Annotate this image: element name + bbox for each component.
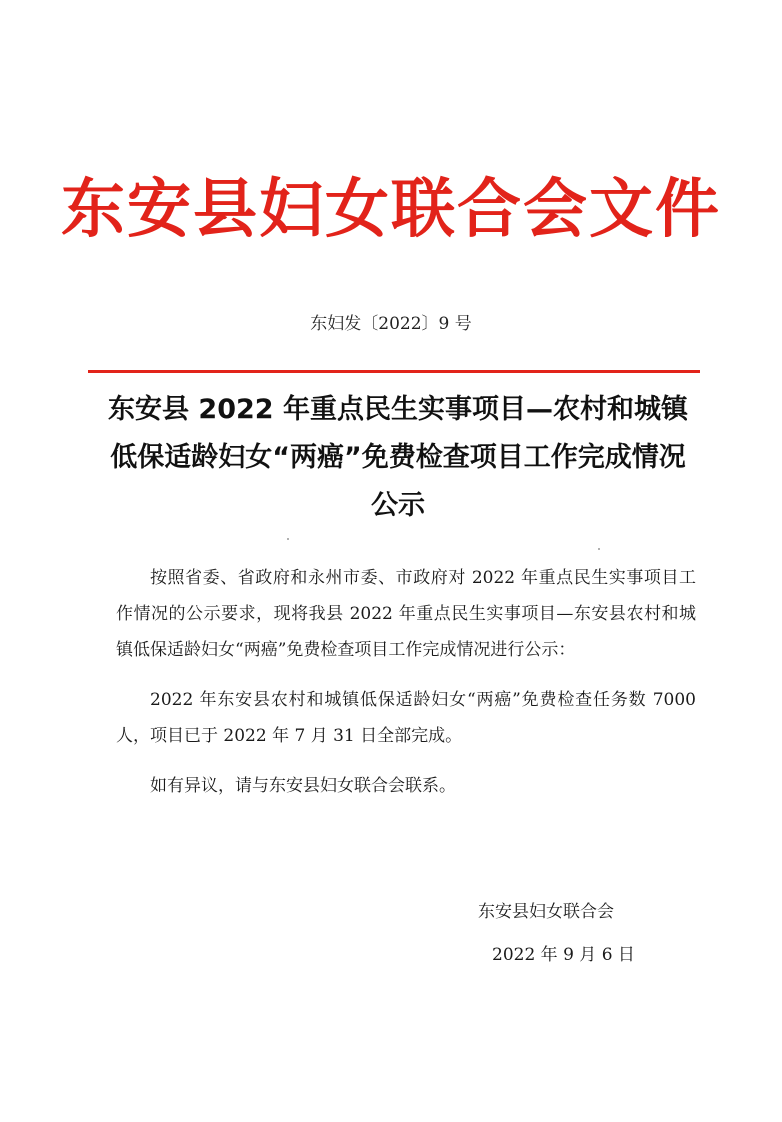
document-title: 东安县 2022 年重点民生实事项目—农村和城镇低保适龄妇女“两癌”免费检查项目工作完成情况公示 bbox=[108, 394, 688, 521]
red-divider-rule bbox=[88, 370, 700, 373]
signature-date: 2022 年 9 月 6 日 bbox=[492, 945, 635, 965]
body-paragraph-2: 2022 年东安县农村和城镇低保适龄妇女“两癌”免费检查任务数 7000 人，项目已于 2022 年 7 月 31 日全部完成。 bbox=[116, 690, 696, 746]
document-body bbox=[116, 560, 696, 804]
letterhead-title: 东安县妇女联合会文件 bbox=[61, 172, 721, 247]
scan-artifact-dot bbox=[287, 538, 289, 540]
scan-artifact-dot bbox=[598, 548, 600, 550]
document-number: 东妇发〔2022〕9 号 bbox=[310, 314, 472, 334]
body-paragraph-1: 按照省委、省政府和永州市委、市政府对 2022 年重点民生实事项目工作情况的公示要求，现将我县 2022 年重点民生实事项目—东安县农村和城镇低保适龄妇女“两癌”免费检查项目工作完成情况进行公示： bbox=[116, 568, 696, 660]
signature-organization: 东安县妇女联合会 bbox=[478, 902, 614, 922]
body-paragraph-3: 如有异议，请与东安县妇女联合会联系。 bbox=[150, 776, 456, 796]
